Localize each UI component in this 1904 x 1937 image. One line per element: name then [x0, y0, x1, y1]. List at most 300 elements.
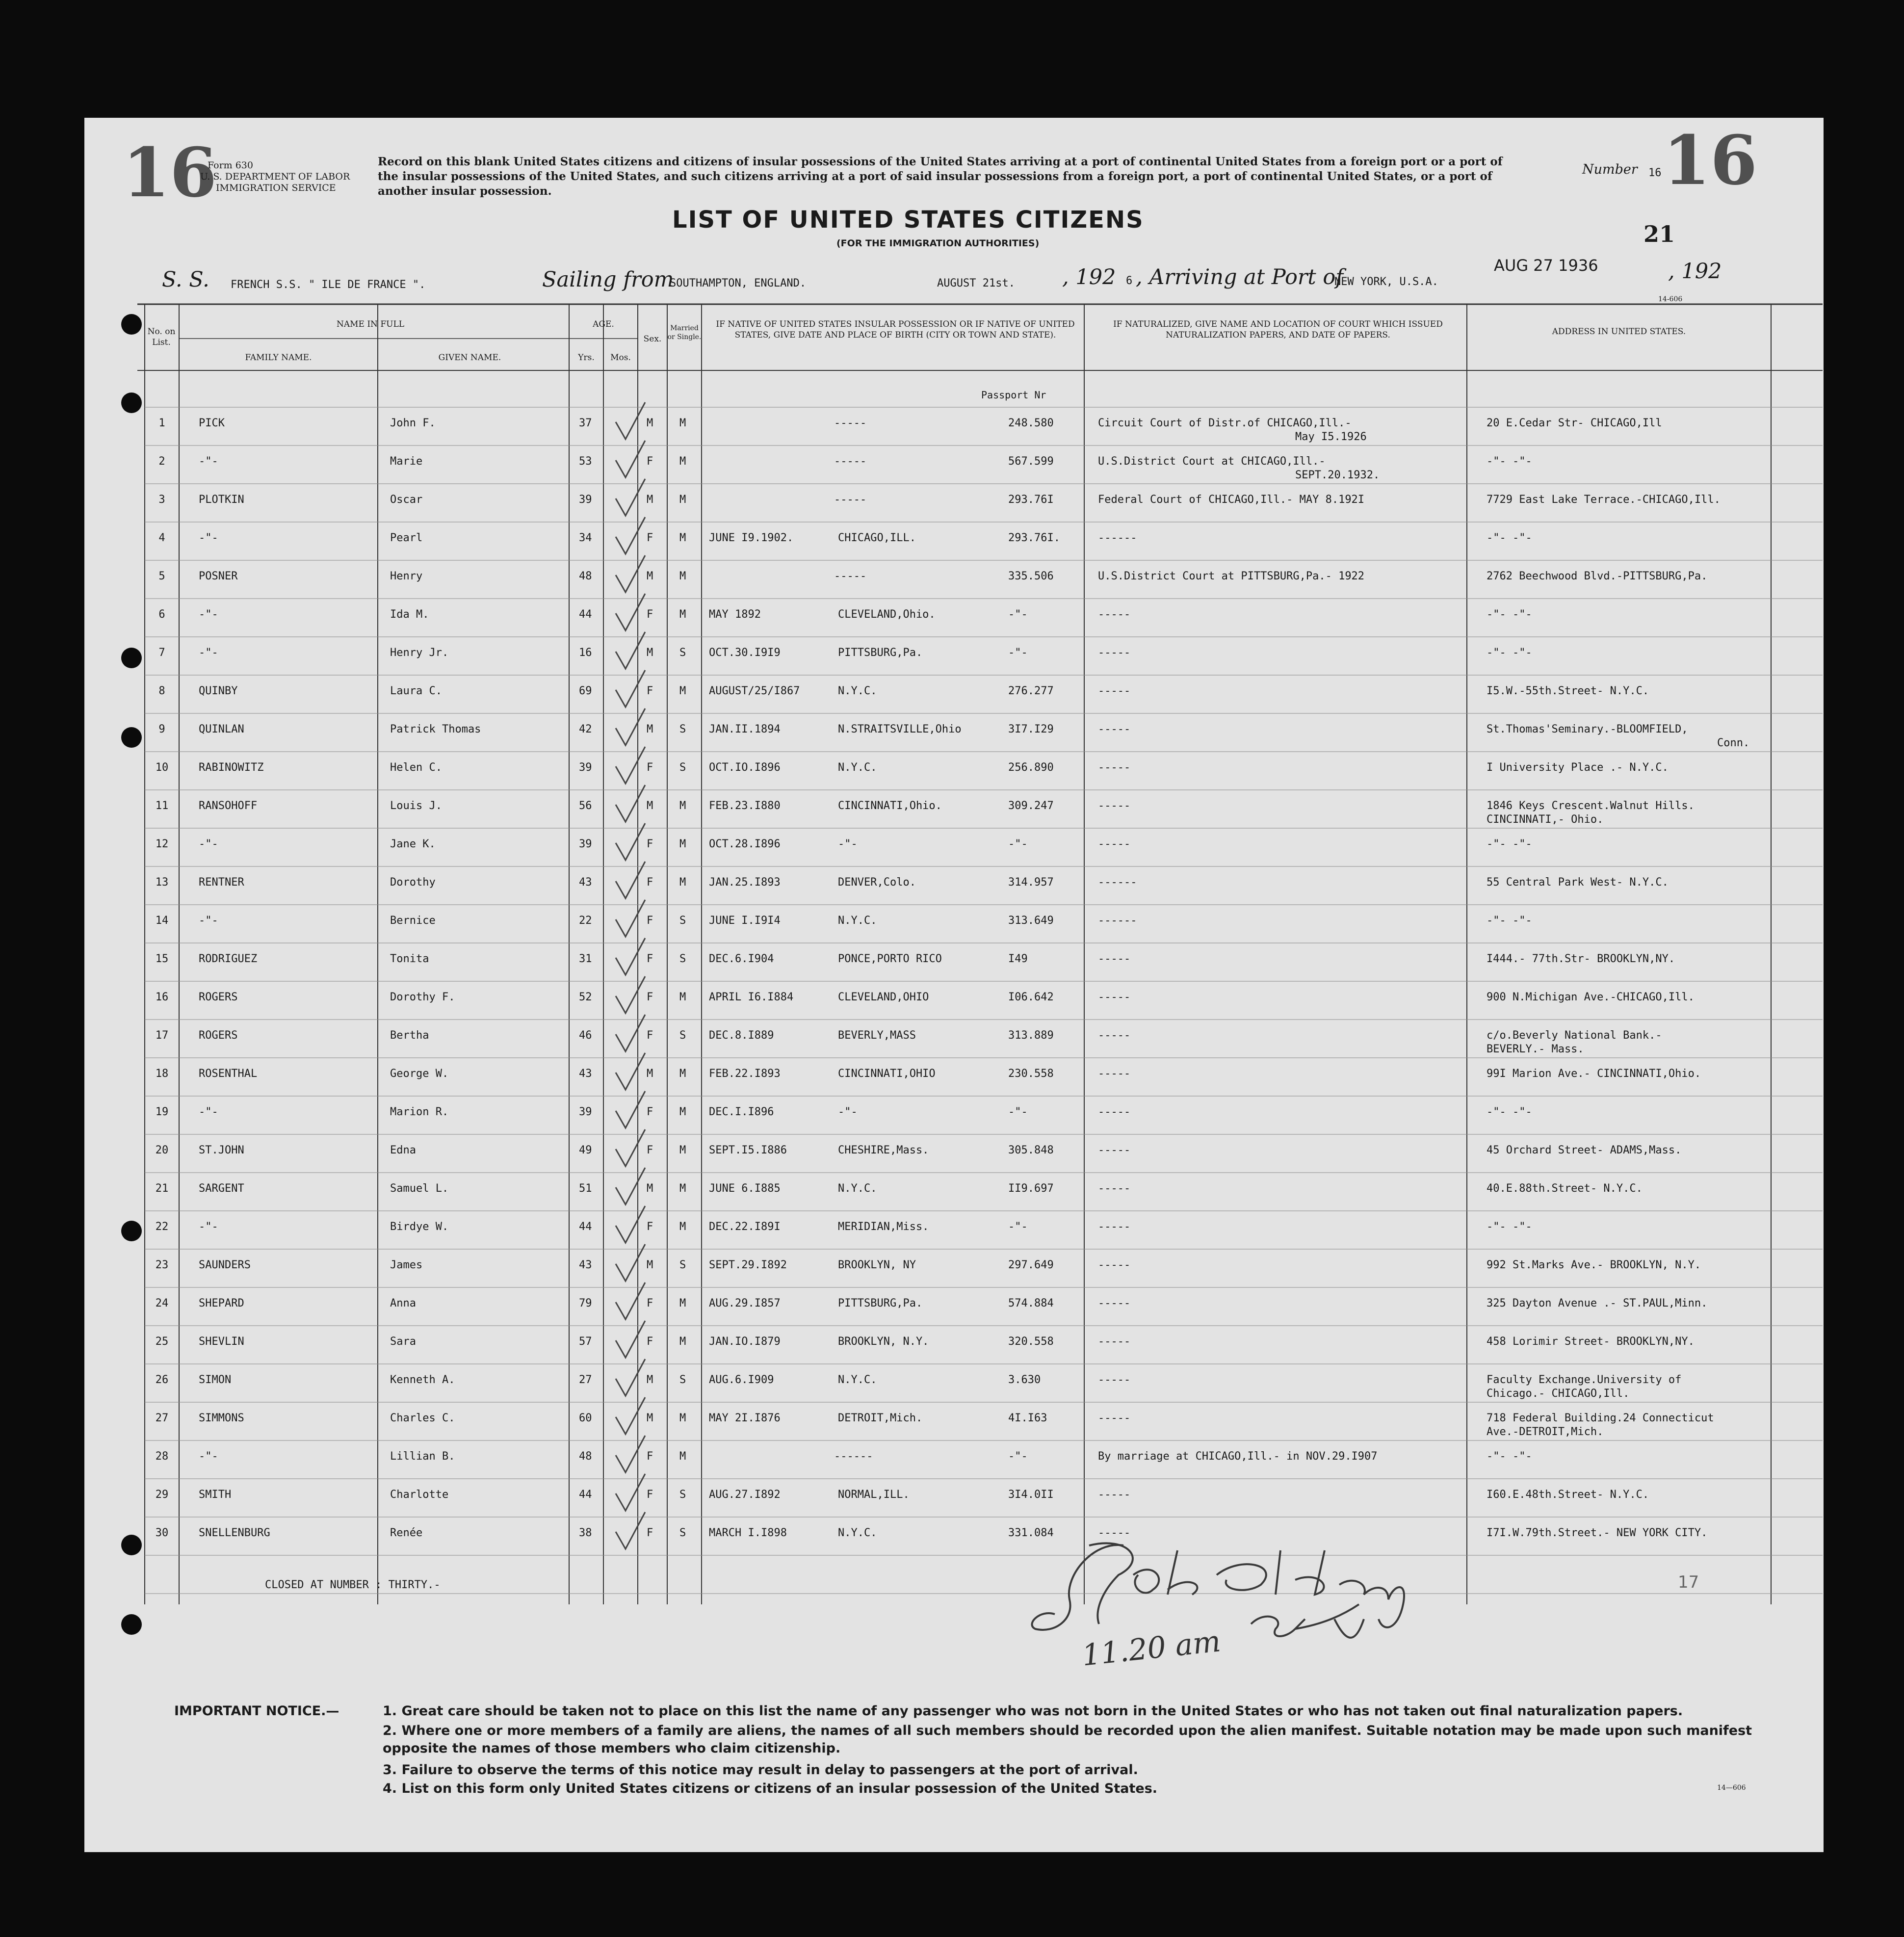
age-years: 39	[579, 838, 592, 850]
ship-name: FRENCH S.S. " ILE DE FRANCE ".	[231, 279, 426, 291]
naturalization: -----	[1098, 1182, 1131, 1195]
marital-status: S	[679, 647, 686, 659]
row-number: 26	[155, 1374, 169, 1386]
header-birth: IF NATIVE OF UNITED STATES INSULAR POSSESSION OR IF NATIVE OF UNITED STATES, GIVE DATE AND PLACE OF BIRTH (CITY OR TOWN AND STATE).	[716, 319, 1075, 340]
naturalization: -----	[1098, 723, 1131, 735]
given-name: Birdye W.	[390, 1221, 449, 1233]
header-mos: Mos.	[610, 353, 631, 363]
age-years: 37	[579, 417, 592, 429]
row-number: 15	[155, 953, 169, 965]
address: 99I Marion Ave.- CINCINNATI,Ohio.	[1487, 1068, 1701, 1080]
address-line-2: Ave.-DETROIT,Mich.	[1487, 1426, 1604, 1438]
address: -"- -"-	[1487, 1450, 1532, 1463]
notice-item-3: 3. Failure to observe the terms of this notice may result in delay to passengers at the port of arrival.	[383, 1762, 1138, 1778]
sex: M	[647, 494, 653, 506]
marital-status: S	[679, 1029, 686, 1042]
given-name: Pearl	[390, 532, 423, 544]
address: I University Place .- N.Y.C.	[1487, 761, 1669, 774]
marital-status: M	[679, 1182, 686, 1195]
birth-date: FEB.22.I893	[709, 1068, 781, 1080]
marital-status: M	[679, 838, 686, 850]
notice-label: IMPORTANT NOTICE.—	[174, 1703, 339, 1719]
birth-place: BROOKLYN, N.Y.	[838, 1335, 929, 1348]
naturalization: -----	[1098, 1144, 1131, 1156]
birth-date: JAN.25.I893	[709, 876, 781, 889]
birth-place: CINCINNATI,Ohio.	[838, 800, 942, 812]
naturalization: Circuit Court of Distr.of CHICAGO,Ill.-	[1098, 417, 1352, 429]
age-years: 60	[579, 1412, 592, 1424]
sex: F	[647, 761, 653, 774]
age-years: 16	[579, 647, 592, 659]
address: Faculty Exchange.University of	[1487, 1374, 1682, 1386]
birth-place: N.Y.C.	[838, 685, 877, 697]
birth-date: AUGUST/25/I867	[709, 685, 800, 697]
address: I444.- 77th.Str- BROOKLYN,NY.	[1487, 953, 1675, 965]
sex: M	[647, 417, 653, 429]
address: St.Thomas'Seminary.-BLOOMFIELD,	[1487, 723, 1688, 735]
sailing-label: Sailing from	[542, 267, 674, 292]
family-name: PICK	[199, 417, 225, 429]
birth-date: SEPT.I5.I886	[709, 1144, 787, 1156]
given-name: Sara	[390, 1335, 416, 1348]
address: 7729 East Lake Terrace.-CHICAGO,Ill.	[1487, 494, 1721, 506]
passport-number: 574.884	[1008, 1297, 1054, 1309]
birth-place: PITTSBURG,Pa.	[838, 1297, 923, 1309]
age-years: 46	[579, 1029, 592, 1042]
given-name: Dorothy F.	[390, 991, 455, 1003]
arrival-port: NEW YORK, U.S.A.	[1334, 276, 1438, 288]
header-naturalized: IF NATURALIZED, GIVE NAME AND LOCATION OF COURT WHICH ISSUED NATURALIZATION PAPERS, AND DATE OF PAPERS.	[1113, 319, 1443, 340]
family-name: POSNER	[199, 570, 238, 582]
birth-date: JAN.II.1894	[709, 723, 781, 735]
age-years: 34	[579, 532, 592, 544]
birth-place: BROOKLYN, NY	[838, 1259, 916, 1271]
birth-place: N.Y.C.	[838, 1374, 877, 1386]
sex: M	[647, 1068, 653, 1080]
record-notice: Record on this blank United States citizens and citizens of insular possessions of the United States arriving at a port of continental United States from a foreign port or a port of the insular possessions of the United States, and such citizens arriving at a port of said insular possessions from a foreign port, a port of continental United States, or a port of another insular possession.	[378, 155, 1503, 198]
row-number: 9	[158, 723, 165, 735]
naturalization: ------	[1098, 915, 1137, 927]
address-line-2: Conn.	[1717, 737, 1750, 749]
naturalization: -----	[1098, 1029, 1131, 1042]
address: 40.E.88th.Street- N.Y.C.	[1487, 1182, 1643, 1195]
birth-date: MARCH I.I898	[709, 1527, 787, 1539]
family-name: -"-	[199, 915, 218, 927]
birth-date: DEC.22.I89I	[709, 1221, 781, 1233]
age-years: 44	[579, 1221, 592, 1233]
sex: M	[647, 1182, 653, 1195]
given-name: George W.	[390, 1068, 449, 1080]
age-years: 43	[579, 1068, 592, 1080]
family-name: PLOTKIN	[199, 494, 244, 506]
family-name: SMITH	[199, 1489, 232, 1501]
age-years: 56	[579, 800, 592, 812]
sex: F	[647, 876, 653, 889]
birth-place: PITTSBURG,Pa.	[838, 647, 923, 659]
sex: M	[647, 800, 653, 812]
family-name: -"-	[199, 608, 218, 621]
family-name: RABINOWITZ	[199, 761, 264, 774]
header-sex: Sex.	[643, 334, 662, 344]
year-prefix: , 192	[1062, 265, 1116, 289]
passport-number: I06.642	[1008, 991, 1054, 1003]
birth-date: AUG.29.I857	[709, 1297, 781, 1309]
age-years: 43	[579, 1259, 592, 1271]
row-number: 20	[155, 1144, 169, 1156]
age-years: 31	[579, 953, 592, 965]
age-years: 39	[579, 761, 592, 774]
marital-status: M	[679, 1144, 686, 1156]
address: 2762 Beechwood Blvd.-PITTSBURG,Pa.	[1487, 570, 1708, 582]
address: 900 N.Michigan Ave.-CHICAGO,Ill.	[1487, 991, 1695, 1003]
header-address: ADDRESS IN UNITED STATES.	[1552, 327, 1686, 337]
marital-status: S	[679, 761, 686, 774]
passport-number: 256.890	[1008, 761, 1054, 774]
address: 718 Federal Building.24 Connecticut	[1487, 1412, 1714, 1424]
naturalization: -----	[1098, 647, 1131, 659]
family-name: -"-	[199, 532, 218, 544]
naturalization: By marriage at CHICAGO,Ill.- in NOV.29.I907	[1098, 1450, 1378, 1463]
notice-item-1: 1. Great care should be taken not to place on this list the name of any passenger who was not born in the United States or who has not taken out final naturalization papers.	[383, 1703, 1683, 1719]
address: 992 St.Marks Ave.- BROOKLYN, N.Y.	[1487, 1259, 1701, 1271]
header-given-name: GIVEN NAME.	[438, 353, 501, 363]
naturalization: -----	[1098, 1297, 1131, 1309]
given-name: Henry	[390, 570, 423, 582]
birth-place: N.Y.C.	[838, 1182, 877, 1195]
row-number: 1	[158, 417, 165, 429]
family-name: QUINBY	[199, 685, 238, 697]
given-name: Edna	[390, 1144, 416, 1156]
family-name: ROSENTHAL	[199, 1068, 258, 1080]
row-number: 22	[155, 1221, 169, 1233]
birth-place: CLEVELAND,OHIO	[838, 991, 929, 1003]
birth-date: MAY 1892	[709, 608, 761, 621]
departure-port: SOUTHAMPTON, ENGLAND.	[670, 277, 807, 289]
family-name: SAUNDERS	[199, 1259, 251, 1271]
row-number: 25	[155, 1335, 169, 1348]
birth-date: AUG.6.I909	[709, 1374, 774, 1386]
form-number: Form 630	[208, 160, 253, 171]
birth-place: N.Y.C.	[838, 915, 877, 927]
row-number: 30	[155, 1527, 169, 1539]
sex: F	[647, 455, 653, 468]
passport-number: 313.889	[1008, 1029, 1054, 1042]
sex: F	[647, 685, 653, 697]
birth-place: -----	[834, 494, 867, 506]
year-suffix: 6	[1126, 275, 1133, 287]
given-name: Helen C.	[390, 761, 442, 774]
passport-number: 309.247	[1008, 800, 1054, 812]
marital-status: S	[679, 1489, 686, 1501]
marital-status: S	[679, 915, 686, 927]
page-title: LIST OF UNITED STATES CITIZENS	[672, 206, 1144, 234]
given-name: Dorothy	[390, 876, 436, 889]
passport-number: -"-	[1008, 1221, 1028, 1233]
birth-place: CHESHIRE,Mass.	[838, 1144, 929, 1156]
marital-status: S	[679, 953, 686, 965]
family-name: QUINLAN	[199, 723, 244, 735]
passport-number: 230.558	[1008, 1068, 1054, 1080]
marital-status: M	[679, 1068, 686, 1080]
naturalization: ------	[1098, 532, 1137, 544]
marital-status: M	[679, 1335, 686, 1348]
row-number: 14	[155, 915, 169, 927]
family-name: -"-	[199, 647, 218, 659]
age-years: 79	[579, 1297, 592, 1309]
sex: F	[647, 1297, 653, 1309]
given-name: Renée	[390, 1527, 423, 1539]
family-name: -"-	[199, 1221, 218, 1233]
row-number: 24	[155, 1297, 169, 1309]
sex: M	[647, 723, 653, 735]
row-number: 28	[155, 1450, 169, 1463]
marital-status: M	[679, 1412, 686, 1424]
naturalization: Federal Court of CHICAGO,Ill.- MAY 8.192I	[1098, 494, 1365, 506]
age-years: 69	[579, 685, 592, 697]
row-number: 16	[155, 991, 169, 1003]
marital-status: M	[679, 494, 686, 506]
number-label: Number	[1582, 162, 1638, 177]
birth-place: PONCE,PORTO RICO	[838, 953, 942, 965]
birth-place: DENVER,Colo.	[838, 876, 916, 889]
given-name: Samuel L.	[390, 1182, 449, 1195]
family-name: RODRIGUEZ	[199, 953, 258, 965]
address-line-2: BEVERLY.- Mass.	[1487, 1043, 1584, 1055]
marital-status: M	[679, 570, 686, 582]
naturalization: -----	[1098, 953, 1131, 965]
service: IMMIGRATION SERVICE	[216, 183, 336, 193]
given-name: Bertha	[390, 1029, 429, 1042]
passport-number: -"-	[1008, 608, 1028, 621]
passport-number: 293.76I	[1008, 494, 1054, 506]
row-number: 19	[155, 1106, 169, 1118]
row-number: 5	[158, 570, 165, 582]
row-number: 11	[155, 800, 169, 812]
sex: F	[647, 1144, 653, 1156]
given-name: Laura C.	[390, 685, 442, 697]
birth-date: JUNE I.I9I4	[709, 915, 781, 927]
naturalization: -----	[1098, 800, 1131, 812]
age-years: 49	[579, 1144, 592, 1156]
header-yrs: Yrs.	[578, 353, 595, 363]
birth-place: ------	[834, 1450, 873, 1463]
birth-date: JAN.IO.I879	[709, 1335, 781, 1348]
birth-date: AUG.27.I892	[709, 1489, 781, 1501]
naturalization: -----	[1098, 991, 1131, 1003]
age-years: 57	[579, 1335, 592, 1348]
row-number: 17	[155, 1029, 169, 1042]
birth-place: DETROIT,Mich.	[838, 1412, 923, 1424]
sex: F	[647, 1221, 653, 1233]
header-name-in-full: NAME IN FULL	[336, 319, 405, 329]
corner-number-left: 16	[123, 132, 217, 212]
marital-status: S	[679, 723, 686, 735]
address: c/o.Beverly National Bank.-	[1487, 1029, 1662, 1042]
address: -"- -"-	[1487, 647, 1532, 659]
given-name: Patrick Thomas	[390, 723, 481, 735]
family-name: SHEPARD	[199, 1297, 244, 1309]
passport-number: 3I7.I29	[1008, 723, 1054, 735]
arriving-label: , Arriving at Port of	[1136, 265, 1344, 289]
birth-place: -"-	[838, 1106, 858, 1118]
passport-number: -"-	[1008, 647, 1028, 659]
family-name: SIMON	[199, 1374, 232, 1386]
address: -"- -"-	[1487, 915, 1532, 927]
naturalization: -----	[1098, 838, 1131, 850]
passport-number: 313.649	[1008, 915, 1054, 927]
form-code-top: 14-606	[1658, 295, 1683, 303]
age-years: 22	[579, 915, 592, 927]
address-line-2: CINCINNATI,- Ohio.	[1487, 813, 1604, 826]
address: -"- -"-	[1487, 532, 1532, 544]
passport-number: 305.848	[1008, 1144, 1054, 1156]
header-married: Married or Single.	[667, 324, 702, 341]
address: 325 Dayton Avenue .- ST.PAUL,Minn.	[1487, 1297, 1708, 1309]
birth-date: OCT.30.I9I9	[709, 647, 781, 659]
sex: F	[647, 608, 653, 621]
ss-label: S. S.	[162, 267, 209, 292]
naturalization: -----	[1098, 1259, 1131, 1271]
row-number: 4	[158, 532, 165, 544]
birth-date: DEC.8.I889	[709, 1029, 774, 1042]
number-big: 16	[1663, 120, 1758, 200]
closing-line: CLOSED AT NUMBER : THIRTY.-	[265, 1579, 441, 1591]
naturalization: -----	[1098, 1068, 1131, 1080]
passport-number: 297.649	[1008, 1259, 1054, 1271]
given-name: Marion R.	[390, 1106, 449, 1118]
passport-number: 276.277	[1008, 685, 1054, 697]
family-name: RANSOHOFF	[199, 800, 258, 812]
marital-status: M	[679, 1221, 686, 1233]
passport-number: 567.599	[1008, 455, 1054, 468]
family-name: -"-	[199, 1450, 218, 1463]
address: 55 Central Park West- N.Y.C.	[1487, 876, 1669, 889]
row-number: 23	[155, 1259, 169, 1271]
department: U. S. DEPARTMENT OF LABOR	[200, 171, 350, 182]
address: -"- -"-	[1487, 838, 1532, 850]
sailing-date: AUGUST 21st.	[937, 277, 1015, 289]
marital-status: S	[679, 1527, 686, 1539]
given-name: Marie	[390, 455, 423, 468]
naturalization: -----	[1098, 685, 1131, 697]
family-name: SARGENT	[199, 1182, 244, 1195]
birth-place: CHICAGO,ILL.	[838, 532, 916, 544]
given-name: Oscar	[390, 494, 423, 506]
page-count-mark: 17	[1678, 1572, 1699, 1592]
header-age: AGE.	[593, 319, 614, 329]
number-small: 16	[1648, 167, 1662, 179]
row-number: 2	[158, 455, 165, 468]
passport-number: 314.957	[1008, 876, 1054, 889]
passport-number: II9.697	[1008, 1182, 1054, 1195]
sex: F	[647, 1106, 653, 1118]
passport-number: -"-	[1008, 838, 1028, 850]
age-years: 42	[579, 723, 592, 735]
birth-date: MAY 2I.I876	[709, 1412, 781, 1424]
row-number: 27	[155, 1412, 169, 1424]
age-years: 43	[579, 876, 592, 889]
birth-date: DEC.I.I896	[709, 1106, 774, 1118]
birth-place: BEVERLY,MASS	[838, 1029, 916, 1042]
address: -"- -"-	[1487, 1106, 1532, 1118]
passport-number: I49	[1008, 953, 1028, 965]
given-name: Charles C.	[390, 1412, 455, 1424]
naturalization: -----	[1098, 1335, 1131, 1348]
row-number: 18	[155, 1068, 169, 1080]
sex: M	[647, 570, 653, 582]
given-name: Kenneth A.	[390, 1374, 455, 1386]
birth-date: OCT.28.I896	[709, 838, 781, 850]
notice-item-2: 2. Where one or more members of a family are aliens, the names of all such members should be recorded upon the alien manifest. Suitable notation may be made upon such manifest opposite the names of those members who claim citizenship.	[383, 1723, 1752, 1756]
marital-status: M	[679, 532, 686, 544]
birth-place: -"-	[838, 838, 858, 850]
family-name: -"-	[199, 838, 218, 850]
family-name: ROGERS	[199, 1029, 238, 1042]
naturalization: -----	[1098, 1412, 1131, 1424]
passport-label: Passport Nr	[981, 389, 1046, 401]
family-name: ROGERS	[199, 991, 238, 1003]
passport-number: 320.558	[1008, 1335, 1054, 1348]
row-number: 21	[155, 1182, 169, 1195]
age-years: 48	[579, 570, 592, 582]
sex: F	[647, 1489, 653, 1501]
naturalization: -----	[1098, 1489, 1131, 1501]
header-no: No. on List.	[147, 327, 176, 347]
address: -"- -"-	[1487, 455, 1532, 468]
handwritten-time: 11.20 am	[1080, 1624, 1223, 1673]
form-code: 14—606	[1717, 1784, 1746, 1792]
sex: F	[647, 838, 653, 850]
marital-status: M	[679, 991, 686, 1003]
passport-number: 293.76I.	[1008, 532, 1060, 544]
age-years: 27	[579, 1374, 592, 1386]
marital-status: M	[679, 876, 686, 889]
age-years: 39	[579, 1106, 592, 1118]
age-years: 51	[579, 1182, 592, 1195]
sex: F	[647, 532, 653, 544]
age-years: 48	[579, 1450, 592, 1463]
birth-date: JUNE I9.1902.	[709, 532, 794, 544]
marital-status: M	[679, 800, 686, 812]
family-name: -"-	[199, 455, 218, 468]
birth-date: SEPT.29.I892	[709, 1259, 787, 1271]
birth-date: DEC.6.I904	[709, 953, 774, 965]
age-years: 38	[579, 1527, 592, 1539]
passport-number: 331.084	[1008, 1527, 1054, 1539]
family-name: SNELLENBURG	[199, 1527, 270, 1539]
birth-place: -----	[834, 417, 867, 429]
address: 1846 Keys Crescent.Walnut Hills.	[1487, 800, 1695, 812]
address-line-2: Chicago.- CHICAGO,Ill.	[1487, 1387, 1630, 1400]
passport-number: 248.580	[1008, 417, 1054, 429]
naturalization: U.S.District Court at CHICAGO,Ill.-	[1098, 455, 1326, 468]
address: 45 Orchard Street- ADAMS,Mass.	[1487, 1144, 1682, 1156]
naturalization-date: May I5.1926	[1295, 431, 1367, 443]
birth-date: FEB.23.I880	[709, 800, 781, 812]
sex: M	[647, 1412, 653, 1424]
naturalization: -----	[1098, 1221, 1131, 1233]
age-years: 52	[579, 991, 592, 1003]
passport-number: -"-	[1008, 1450, 1028, 1463]
birth-date: OCT.IO.I896	[709, 761, 781, 774]
row-number: 3	[158, 494, 165, 506]
row-number: 12	[155, 838, 169, 850]
given-name: Henry Jr.	[390, 647, 449, 659]
family-name: SHEVLIN	[199, 1335, 244, 1348]
given-name: Jane K.	[390, 838, 436, 850]
sex: F	[647, 915, 653, 927]
row-number: 10	[155, 761, 169, 774]
